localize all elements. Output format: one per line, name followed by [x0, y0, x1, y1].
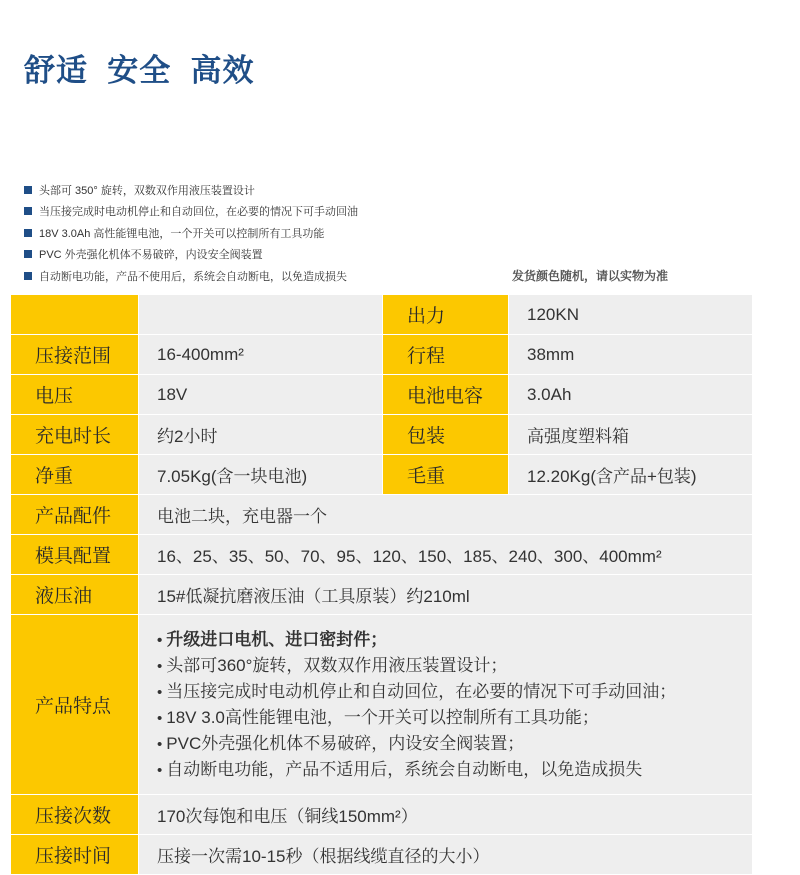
bullet-square-icon	[24, 229, 32, 237]
feature-item	[24, 265, 358, 287]
table-row	[11, 495, 752, 535]
spec-label: 电压	[11, 375, 138, 415]
list-item: • 自动断电功能，产品不适用后，系统会自动断电，以免造成损失	[157, 757, 752, 783]
table-row	[11, 375, 752, 415]
table-row	[11, 795, 752, 835]
feature-text: 自动断电功能，产品不使用后，系统会自动断电，以免造成损失	[39, 270, 347, 283]
table-row	[11, 575, 752, 615]
feature-item	[24, 222, 358, 244]
page-title: 舒适 安全 高效	[24, 53, 255, 88]
spec-label: 压接范围	[11, 335, 138, 375]
spec-value: 18V	[138, 375, 382, 415]
spec-value: 约2小时	[138, 415, 382, 455]
list-item: • 当压接完成时电动机停止和自动回位，在必要的情况下可手动回油；	[157, 679, 752, 705]
bullet-square-icon	[24, 250, 32, 258]
bullet-square-icon	[24, 207, 32, 215]
spec-label: 毛重	[382, 455, 508, 495]
spec-label	[11, 295, 138, 335]
feature-list	[24, 179, 358, 287]
spec-value: 170次每饱和电压（铜线150mm²）	[138, 795, 752, 835]
spec-label: 电池电容	[382, 375, 508, 415]
feature-item	[24, 179, 358, 201]
table-row	[11, 415, 752, 455]
spec-value: 15#低凝抗磨液压油（工具原装）约210ml	[138, 575, 752, 615]
spec-label: 压接次数	[11, 795, 138, 835]
feature-text: 当压接完成时电动机停止和自动回位，在必要的情况下可手动回油	[39, 206, 358, 219]
spec-value: 3.0Ah	[508, 375, 752, 415]
feature-text: 18V 3.0Ah 高性能锂电池，一个开关可以控制所有工具功能	[39, 227, 325, 240]
feature-item	[24, 201, 358, 223]
feature-text: PVC 外壳强化机体不易破碎，内设安全阀装置	[39, 249, 263, 262]
spec-label: 模具配置	[11, 535, 138, 575]
spec-value	[138, 615, 752, 795]
table-row	[11, 835, 752, 875]
spec-label: 充电时长	[11, 415, 138, 455]
list-item: • 升级进口电机、进口密封件；	[157, 627, 752, 653]
color-note: 发货颜色随机，请以实物为准	[512, 269, 669, 283]
list-item: • 头部可360°旋转，双数双作用液压装置设计；	[157, 653, 752, 679]
spec-label: 行程	[382, 335, 508, 375]
spec-value: 高强度塑料箱	[508, 415, 752, 455]
table-row	[11, 295, 752, 335]
spec-label: 包装	[382, 415, 508, 455]
feature-bullet-list	[157, 627, 752, 783]
table-row	[11, 615, 752, 795]
feature-text: 头部可 350° 旋转，双数双作用液压装置设计	[39, 184, 255, 197]
feature-item	[24, 244, 358, 266]
list-item: • PVC外壳强化机体不易破碎，内设安全阀装置；	[157, 731, 752, 757]
table-row	[11, 335, 752, 375]
spec-label: 压接时间	[11, 835, 138, 875]
spec-label: 出力	[382, 295, 508, 335]
spec-value: 7.05Kg(含一块电池)	[138, 455, 382, 495]
spec-value: 16-400mm²	[138, 335, 382, 375]
spec-label: 产品特点	[11, 615, 138, 795]
spec-value: 12.20Kg(含产品+包装)	[508, 455, 752, 495]
spec-table	[11, 295, 752, 875]
list-item: • 18V 3.0高性能锂电池，一个开关可以控制所有工具功能；	[157, 705, 752, 731]
bullet-square-icon	[24, 186, 32, 194]
table-row	[11, 535, 752, 575]
spec-value: 压接一次需10-15秒（根据线缆直径的大小）	[138, 835, 752, 875]
spec-value	[138, 295, 382, 335]
spec-label: 液压油	[11, 575, 138, 615]
spec-value: 120KN	[508, 295, 752, 335]
spec-value: 38mm	[508, 335, 752, 375]
spec-label: 净重	[11, 455, 138, 495]
table-row	[11, 455, 752, 495]
spec-value: 16、25、35、50、70、95、120、150、185、240、300、400mm²	[138, 535, 752, 575]
spec-value: 电池二块，充电器一个	[138, 495, 752, 535]
bullet-square-icon	[24, 272, 32, 280]
spec-label: 产品配件	[11, 495, 138, 535]
